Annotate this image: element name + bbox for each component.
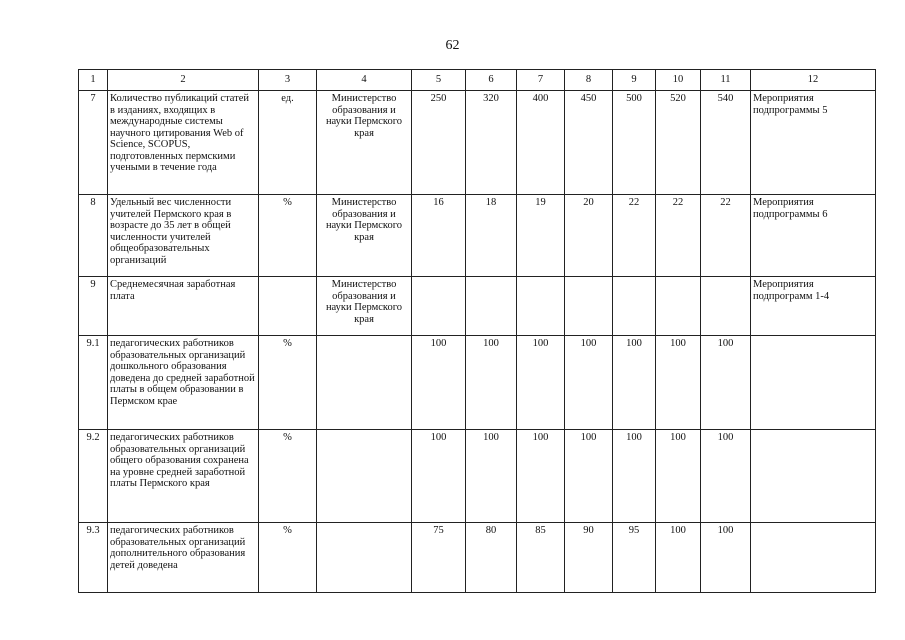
table-row bbox=[79, 523, 876, 593]
value-cell: 450 bbox=[565, 91, 613, 195]
value-cell: 19 bbox=[517, 195, 565, 277]
value-cell: 540 bbox=[701, 91, 751, 195]
value-cell: 90 bbox=[565, 523, 613, 593]
value-cell: 100 bbox=[565, 430, 613, 523]
column-number-header: 2 bbox=[108, 70, 259, 91]
row-number: 9 bbox=[79, 277, 108, 336]
column-number-header: 10 bbox=[656, 70, 701, 91]
value-cell: 100 bbox=[517, 336, 565, 430]
column-number-header: 4 bbox=[317, 70, 412, 91]
value-cell: 85 bbox=[517, 523, 565, 593]
value-cell bbox=[656, 277, 701, 336]
column-number-header: 12 bbox=[751, 70, 876, 91]
column-number-header: 11 bbox=[701, 70, 751, 91]
column-number-header: 8 bbox=[565, 70, 613, 91]
table-row bbox=[79, 195, 876, 277]
value-cell bbox=[613, 277, 656, 336]
executor bbox=[317, 336, 412, 430]
value-cell: 100 bbox=[701, 336, 751, 430]
row-number: 9.3 bbox=[79, 523, 108, 593]
unit: % bbox=[259, 523, 317, 593]
note bbox=[751, 523, 876, 593]
value-cell: 100 bbox=[656, 430, 701, 523]
value-cell: 520 bbox=[656, 91, 701, 195]
column-number-header: 7 bbox=[517, 70, 565, 91]
value-cell: 320 bbox=[466, 91, 517, 195]
note: Мероприятия подпрограммы 6 bbox=[751, 195, 876, 277]
value-cell: 100 bbox=[466, 336, 517, 430]
value-cell: 100 bbox=[656, 336, 701, 430]
value-cell: 100 bbox=[613, 430, 656, 523]
unit: % bbox=[259, 336, 317, 430]
value-cell: 100 bbox=[466, 430, 517, 523]
column-number-header: 9 bbox=[613, 70, 656, 91]
value-cell: 100 bbox=[656, 523, 701, 593]
value-cell: 18 bbox=[466, 195, 517, 277]
value-cell: 100 bbox=[613, 336, 656, 430]
value-cell: 100 bbox=[565, 336, 613, 430]
note: Мероприятия подпрограммы 5 bbox=[751, 91, 876, 195]
indicator-name: Количество публикаций статей в изданиях, входящих в международные системы научного цитирования Web of Science, SCOPUS, подготовленных пермскими учеными в течение года bbox=[108, 91, 259, 195]
indicators-table bbox=[78, 69, 876, 593]
row-number: 7 bbox=[79, 91, 108, 195]
row-number: 9.2 bbox=[79, 430, 108, 523]
table-row bbox=[79, 91, 876, 195]
page-number: 62 bbox=[445, 38, 460, 53]
executor bbox=[317, 523, 412, 593]
indicator-name: педагогических работников образовательных организаций дополнительного образования детей доведена bbox=[108, 523, 259, 593]
value-cell: 100 bbox=[412, 430, 466, 523]
value-cell: 100 bbox=[517, 430, 565, 523]
row-number: 9.1 bbox=[79, 336, 108, 430]
executor: Министерство образования и науки Пермского края bbox=[317, 277, 412, 336]
header-row bbox=[79, 70, 876, 91]
row-number: 8 bbox=[79, 195, 108, 277]
value-cell bbox=[466, 277, 517, 336]
value-cell bbox=[701, 277, 751, 336]
value-cell bbox=[565, 277, 613, 336]
executor: Министерство образования и науки Пермского края bbox=[317, 195, 412, 277]
value-cell: 250 bbox=[412, 91, 466, 195]
note bbox=[751, 430, 876, 523]
value-cell: 95 bbox=[613, 523, 656, 593]
note: Мероприятия подпрограмм 1-4 bbox=[751, 277, 876, 336]
value-cell: 100 bbox=[701, 523, 751, 593]
indicator-name: Удельный вес численности учителей Пермского края в возрасте до 35 лет в общей численности учителей общеобразовательных организаций bbox=[108, 195, 259, 277]
value-cell: 80 bbox=[466, 523, 517, 593]
value-cell: 400 bbox=[517, 91, 565, 195]
note bbox=[751, 336, 876, 430]
value-cell: 22 bbox=[701, 195, 751, 277]
value-cell: 75 bbox=[412, 523, 466, 593]
unit: ед. bbox=[259, 91, 317, 195]
value-cell: 16 bbox=[412, 195, 466, 277]
value-cell bbox=[517, 277, 565, 336]
column-number-header: 6 bbox=[466, 70, 517, 91]
indicator-name: Среднемесячная заработная плата bbox=[108, 277, 259, 336]
value-cell bbox=[412, 277, 466, 336]
table-row bbox=[79, 336, 876, 430]
value-cell: 20 bbox=[565, 195, 613, 277]
value-cell: 100 bbox=[412, 336, 466, 430]
unit bbox=[259, 277, 317, 336]
value-cell: 100 bbox=[701, 430, 751, 523]
value-cell: 22 bbox=[613, 195, 656, 277]
indicator-name: педагогических работников образовательных организаций общего образования сохранена на уровне средней заработной платы Пермского края bbox=[108, 430, 259, 523]
value-cell: 500 bbox=[613, 91, 656, 195]
value-cell: 22 bbox=[656, 195, 701, 277]
executor bbox=[317, 430, 412, 523]
unit: % bbox=[259, 430, 317, 523]
column-number-header: 5 bbox=[412, 70, 466, 91]
table-row bbox=[79, 277, 876, 336]
table-row bbox=[79, 430, 876, 523]
unit: % bbox=[259, 195, 317, 277]
executor: Министерство образования и науки Пермского края bbox=[317, 91, 412, 195]
column-number-header: 3 bbox=[259, 70, 317, 91]
column-number-header: 1 bbox=[79, 70, 108, 91]
indicator-name: педагогических работников образовательных организаций дошкольного образования доведена до средней заработной платы в общем образовании в Пермском крае bbox=[108, 336, 259, 430]
